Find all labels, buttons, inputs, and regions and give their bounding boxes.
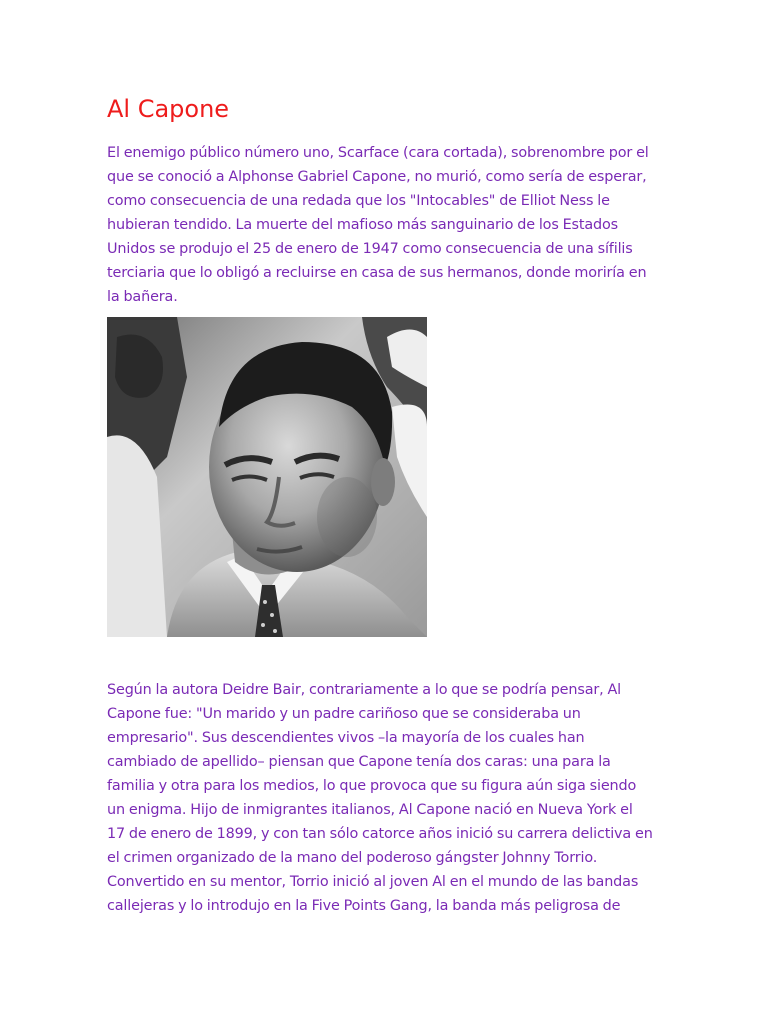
document-title: Al Capone — [107, 95, 230, 123]
paragraph-intro — [107, 141, 667, 309]
paragraph-line: terciaria que lo obligó a recluirse en casa de sus hermanos, donde moriría en — [107, 265, 647, 281]
paragraph-line: cambiado de apellido– piensan que Capone tenía dos caras: una para la — [107, 754, 611, 770]
paragraph-line: familia y otra para los medios, lo que provoca que su figura aún siga siendo — [107, 778, 637, 794]
paragraph-biography — [107, 678, 667, 918]
paragraph-line: 17 de enero de 1899, y con tan sólo catorce años inició su carrera delictiva en — [107, 826, 653, 842]
paragraph-line: como consecuencia de una redada que los "Intocables" de Elliot Ness le — [107, 193, 610, 209]
paragraph-line: que se conoció a Alphonse Gabriel Capone, no murió, como sería de esperar, — [107, 169, 647, 185]
paragraph-line: Unidos se produjo el 25 de enero de 1947 como consecuencia de una sífilis — [107, 241, 633, 257]
paragraph-line: Capone fue: "Un marido y un padre cariñoso que se consideraba un — [107, 706, 581, 722]
paragraph-line: El enemigo público número uno, Scarface (cara cortada), sobrenombre por el — [107, 145, 649, 161]
paragraph-line: hubieran tendido. La muerte del mafioso más sanguinario de los Estados — [107, 217, 619, 233]
portrait-photo — [107, 317, 427, 637]
paragraph-line: Convertido en su mentor, Torrio inició al joven Al en el mundo de las bandas — [107, 874, 639, 890]
portrait-illustration — [107, 317, 427, 637]
paragraph-line: callejeras y lo introdujo en la Five Points Gang, la banda más peligrosa de — [107, 898, 621, 914]
paragraph-line: Según la autora Deidre Bair, contrariamente a lo que se podría pensar, Al — [107, 682, 622, 698]
paragraph-line: empresario". Sus descendientes vivos –la mayoría de los cuales han — [107, 730, 585, 746]
paragraph-line: un enigma. Hijo de inmigrantes italianos, Al Capone nació en Nueva York el — [107, 802, 633, 818]
paragraph-line: la bañera. — [107, 289, 178, 305]
paragraph-line: el crimen organizado de la mano del poderoso gángster Johnny Torrio. — [107, 850, 598, 866]
